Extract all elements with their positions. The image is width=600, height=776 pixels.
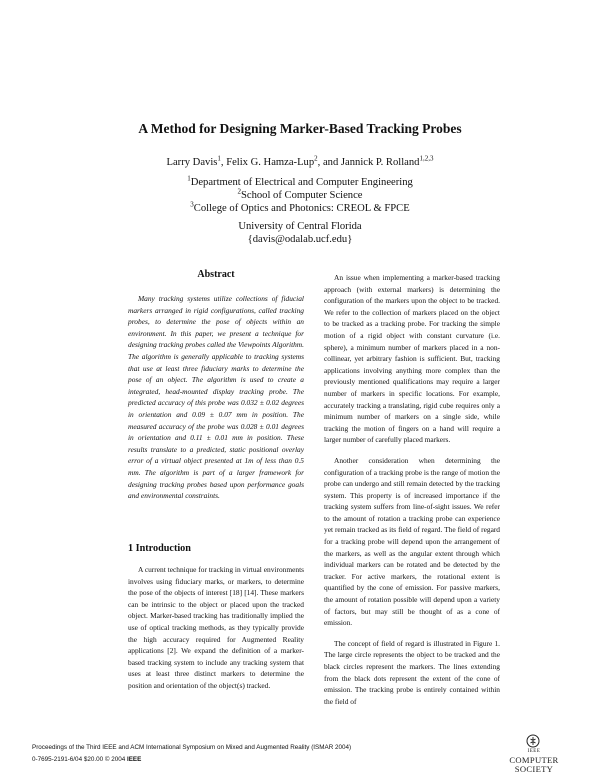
footer-isbn: 0-7695-2191-6/04 $20.00 © 2004 <box>32 756 126 763</box>
affil-mark: 2 <box>237 187 241 196</box>
affiliation-2 <box>0 187 600 201</box>
affil-text: Department of Electrical and Computer Engineering <box>190 177 413 188</box>
abstract-heading: Abstract <box>197 269 235 280</box>
affil-text: School of Computer Science <box>240 190 363 201</box>
affiliation-3 <box>0 200 600 214</box>
logo-line-2: SOCIETY <box>514 764 554 774</box>
university-name: University of Central Florida <box>238 221 362 232</box>
footer-proceedings: Proceedings of the Third IEEE and ACM International Symposium on Mixed and Augmented Reality (ISMAR 2004) <box>32 744 352 751</box>
body-paragraph: The concept of field of regard is illustrated in Figure 1. The large circle represents the object to be tracked and the black circles represent the markers. The lines extending from the black dots represent the extent of the cone of emission. The tracking probe is entirely contained within the field of <box>324 638 500 706</box>
affil-text: College of Optics and Photonics: CREOL & FPCE <box>193 203 410 214</box>
section-heading-introduction: 1 Introduction <box>128 543 191 554</box>
logo-line-1: COMPUTER <box>509 755 559 765</box>
author-name: Felix G. Hamza-Lup <box>226 157 315 168</box>
author-affil-mark: 2 <box>314 154 318 163</box>
ieee-emblem-icon <box>526 734 540 748</box>
body-paragraph: An issue when implementing a marker-based tracking approach (with external markers) is determining the configuration of the markers upon the object to be tracked. We refer to the collection of markers placed on the object to be tracked as a tracking probe. For tracking the simple motion of a rigid object with constant curvature (i.e. sphere), a minimum number of markers placed in a non-collinear, yet arbitrary fashion is sufficient. But, tracking applications involving anything more complex than the previously mentioned qualifications may require a larger number of markers in specific locations. For example, accurately tracking a translating, rigid cube requires only a minimum number of markers on a single side, while tracking the motion of fingers on a hand will require a larger number of carefully placed markers. <box>324 273 500 445</box>
author-affil-mark: 1 <box>217 154 221 163</box>
affil-mark: 1 <box>187 174 191 183</box>
author-name: Jannick P. Rolland <box>340 157 420 168</box>
computer-society-logo <box>496 734 572 774</box>
author-separator: , and <box>317 157 341 168</box>
footer-copyright <box>32 756 141 763</box>
footer-ieee: IEEE <box>126 756 142 763</box>
paper-title: A Method for Designing Marker-Based Tracking Probes <box>138 121 462 136</box>
author-affil-mark: 1,2,3 <box>419 154 434 163</box>
author-email: {davis@odalab.ucf.edu} <box>247 234 353 245</box>
affiliation-1 <box>0 174 600 188</box>
logo-small-text: IEEE <box>527 749 541 754</box>
affil-mark: 3 <box>190 200 194 209</box>
introduction-paragraph: A current technique for tracking in virtual environments involves using fiduciary marks, or markers, to determine the pose of the objects of interest [18] [14]. These markers can be intrinsic to the object or placed upon the tracked object. Marker-based tracking has traditionally implied the use of optical tracking methods, as they typically provide the high accuracy required for Augmented Reality applications [2]. We expand the definition of a marker-based tracking system to include any tracking system that uses at least three distinct markers to determine the position and orientation of the object(s) tracked. <box>128 565 304 690</box>
author-separator: , <box>220 157 227 168</box>
right-column <box>324 272 500 716</box>
abstract-text: Many tracking systems utilize collections of fiducial markers arranged in rigid configurations, called tracking probes, to determine the pose of objects within an environment. In this paper, we present a technique for designing tracking probes called the Viewpoints Algorithm. The algorithm is generally applicable to tracking systems that use at least three fiduciary marks to determine the pose of an object. The algorithm is used to create a integrated, head-mounted display tracking probe. The predicted accuracy of this probe was 0.032 ± 0.02 degrees in orientation and 0.09 ± 0.07 mm in position. The measured accuracy of the probe was 0.028 ± 0.01 degrees in orientation and 0.11 ± 0.01 mm in position. These results translate to a predicted, static positional overlay error of a virtual object presented at 1m of less than 0.5 mm. The algorithm is part of a larger framework for designing tracking probes based upon performance goals and environmental constraints. <box>128 294 304 501</box>
body-paragraph: Another consideration when determining the configuration of a tracking probe is the range of motion the probe can undergo and still remain detected by the tracking system. This property is of increased importance if the tracking system suffers from line-of-sight issues. We refer to the amount of rotation a tracking probe can experience yet remain tracked as its field of regard. The field of regard for a tracking probe will depend upon the arrangement of the markers, as well as the angular extent through which individual markers can be rotated and be detected by the tracker. For active markers, the rotational extent is quantified by the cone of emission. For passive markers, the amount of rotation possible will depend upon a variety of factors, but may still be thought of as a cone of emission. <box>324 455 500 628</box>
author-name: Larry Davis <box>166 157 218 168</box>
author-list <box>0 154 600 168</box>
